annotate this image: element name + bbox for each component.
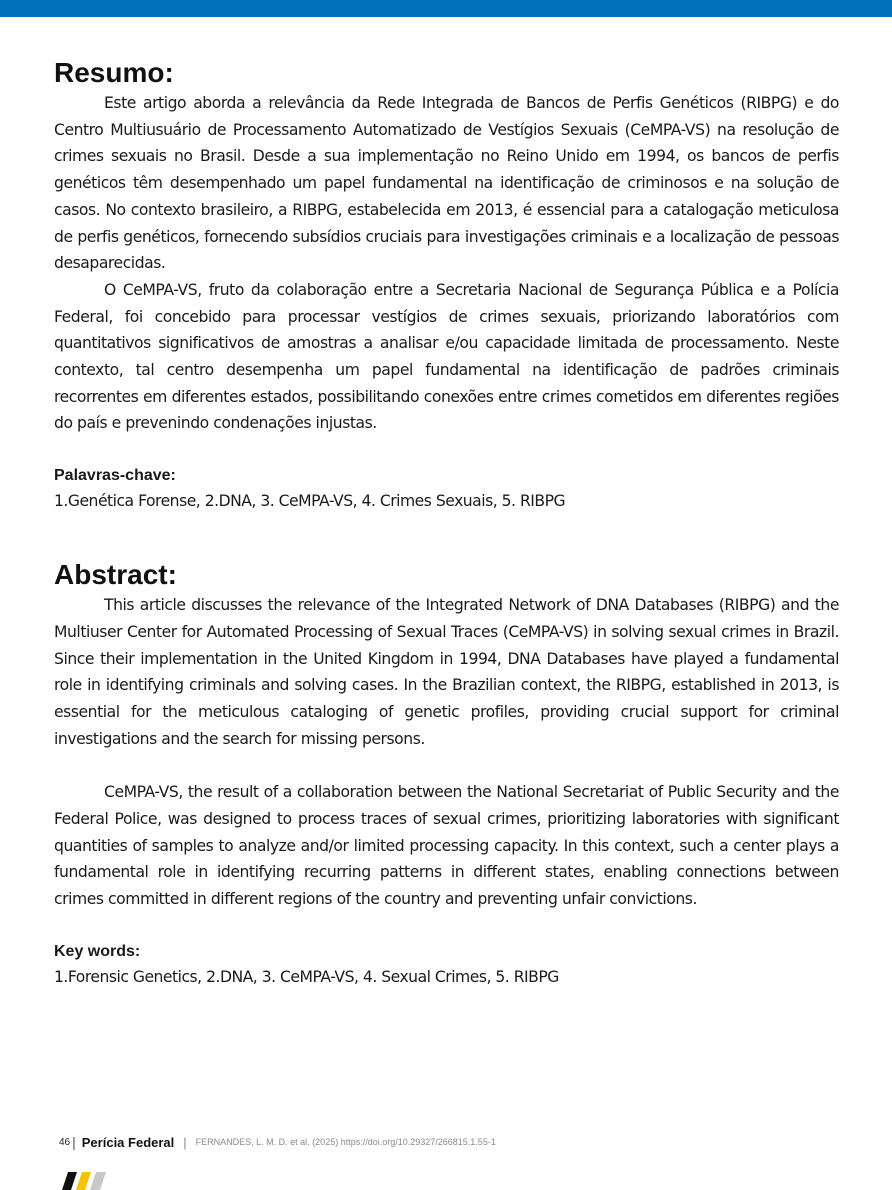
page-number: 46 (59, 1136, 71, 1148)
logo-stripe-yellow (76, 1172, 91, 1190)
abstract-paragraph-2: CeMPA-VS, the result of a collaboration between the National Secretariat of Public Security and the Federal Police, was designed to process traces of sexual crimes, prioritizing laboratories with significant quantities of samples to analyze and/or limited processing capacity. In this context, such a center plays a fundamental role in identifying recurring patterns in different states, enabling connections between crimes committed in different regions of the country and preventing unfair convictions. (54, 783, 839, 909)
resumo-keywords-label: Palavras-chave: (54, 467, 176, 485)
abstract-keywords-label: Key words: (54, 942, 141, 960)
top-header-bar (0, 0, 892, 17)
page-footer (59, 1134, 496, 1150)
footer-separator: | (72, 1134, 76, 1150)
abstract-paragraph-1: This article discusses the relevance of the Integrated Network of DNA Databases (RIBPG) and the Multiuser Center for Automated Processing of Sexual Traces (CeMPA-VS) in solving sexual crimes in Brazil. Since their implementation in the United Kingdom in 1994, DNA Databases have played a fundamental role in identifying criminals and solving cases. In the Brazilian context, the RIBPG, established in 2013, is essential for the meticulous cataloging of genetic profiles, providing crucial support for criminal investigations and the search for missing persons. (54, 596, 839, 748)
journal-name: Perícia Federal (81, 1134, 175, 1150)
resumo-keywords: 1.Genética Forense, 2.DNA, 3. CeMPA-VS, 4. Crimes Sexuais, 5. RIBPG (54, 492, 566, 511)
footer-separator-2: | (183, 1134, 187, 1150)
resumo-section (54, 56, 839, 514)
abstract-section (54, 558, 839, 990)
journal-logo-icon (62, 1172, 110, 1190)
resumo-paragraph-1: Este artigo aborda a relevância da Rede Integrada de Bancos de Perfis Genéticos (RIBPG) e do Centro Multiusuário de Processamento Automatizado de Vestígios Sexuais (CeMPA-VS) na resolução de crimes sexuais no Brasil. Desde a sua implementação no Reino Unido em 1994, os bancos de perfis genéticos têm desempenhado um papel fundamental na identificação de criminosos e na solução de casos. No contexto brasileiro, a RIBPG, estabelecida em 2013, é essencial para a catalogação meticulosa de perfis genéticos, fornecendo subsídios cruciais para investigações criminais e a localização de pessoas desaparecidas. (54, 94, 839, 273)
resumo-title: Resumo: (54, 57, 174, 88)
citation-doi: FERNANDES, L. M. D. et al. (2025) https://doi.org/10.29327/266815.1.55-1 (195, 1137, 496, 1147)
logo-stripe-black (62, 1172, 77, 1190)
logo-stripe-gray (90, 1172, 106, 1190)
abstract-keywords: 1.Forensic Genetics, 2.DNA, 3. CeMPA-VS, 4. Sexual Crimes, 5. RIBPG (54, 967, 559, 986)
abstract-title: Abstract: (54, 559, 177, 591)
article-content (54, 56, 839, 990)
resumo-paragraph-2: O CeMPA-VS, fruto da colaboração entre a Secretaria Nacional de Segurança Pública e a Polícia Federal, foi concebido para processar vestígios de crimes sexuais, priorizando laboratórios com quantitativos significativos de amostras a analisar e/ou capacidade limitada de processamento. Neste contexto, tal centro desempenha um papel fundamental na identificação de padrões criminais recorrentes em diferentes estados, possibilitando conexões entre crimes cometidos em diferentes regiões do país e prevenindo condenações injustas. (54, 280, 839, 433)
